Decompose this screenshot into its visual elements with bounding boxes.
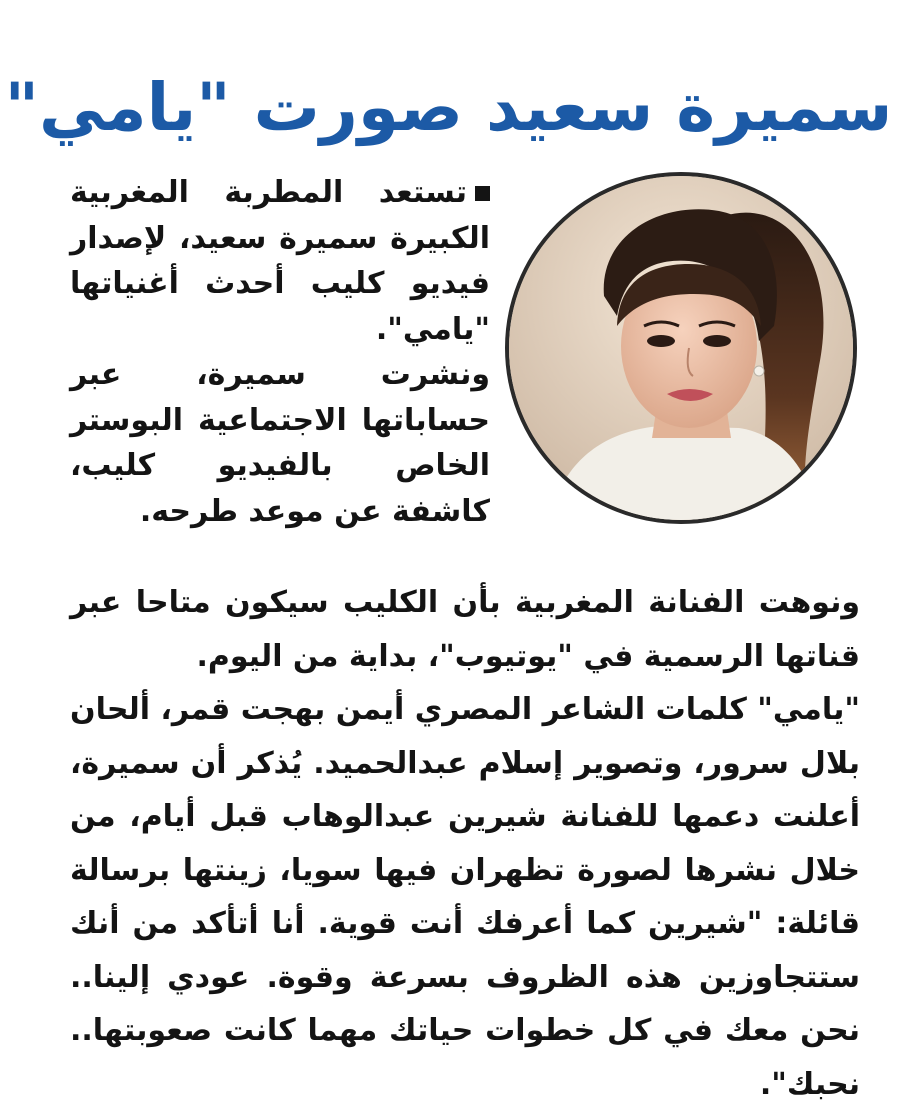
paragraph-4: "يامي" كلمات الشاعر المصري أيمن بهجت قمر، ألحان بلال سرور، وتصوير إسلام عبدالحميد. يُذكر أن سميرة، أعلنت دعمها للفنانة شيرين عبدالوهاب قبل أيام، من خلال نشرها لصورة تظهران فيها سويا، زينتها برسالة قائلة: "شيرين كما أعرفك أنت قوية. أنا أتأكد من أنك ستتجاوزين هذه الظروف بسرعة وقوة. عودي إلينا.. نحن معك في كل خطوات حياتك مهما كانت صعوبتها.. نحبك".	[70, 692, 860, 1102]
paragraph-1	[70, 170, 490, 352]
paragraph-3: ونوهت الفنانة المغربية بأن الكليب سيكون متاحا عبر قناتها الرسمية في "يوتيوب"، بداية من اليوم.	[70, 585, 860, 674]
paragraph-1-text: تستعد المطربة المغربية الكبيرة سميرة سعيد، لإصدار فيديو كليب أحدث أغنياتها "يامي".	[70, 175, 490, 347]
article-body	[70, 576, 860, 1111]
article-intro-column	[70, 170, 490, 534]
singer-portrait-photo	[505, 172, 857, 524]
paragraph-2: ونشرت سميرة، عبر حساباتها الاجتماعية البوستر الخاص بالفيديو كليب، كاشفة عن موعد طرحه.	[70, 357, 490, 529]
headline: سميرة سعيد صورت "يامي"	[4, 69, 893, 147]
paragraph-bullet	[475, 186, 490, 201]
portrait-illustration	[509, 176, 853, 520]
